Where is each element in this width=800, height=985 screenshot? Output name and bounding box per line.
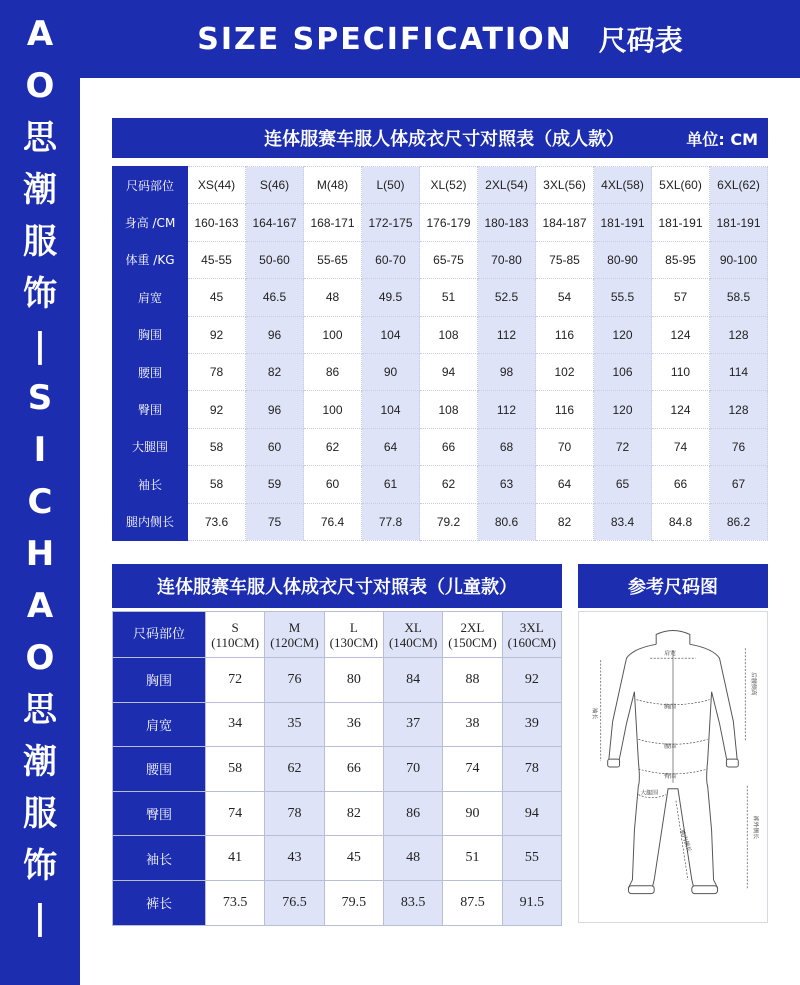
adult-table-unit: 单位: CM [686, 129, 758, 149]
brand-char: S [27, 378, 53, 418]
racing-suit-diagram [579, 612, 767, 922]
size-height: (110CM) [211, 634, 260, 650]
table-cell: 108 [420, 316, 478, 353]
size-header-cell [206, 612, 265, 658]
table-cell: 181-191 [594, 204, 652, 241]
row-label: 大腿围 [113, 428, 188, 465]
table-cell: 76.4 [304, 503, 362, 540]
table-cell: XL(52) [420, 167, 478, 204]
kids-table-header [112, 564, 562, 608]
table-cell: 78 [502, 747, 561, 792]
table-cell: 92 [188, 316, 246, 353]
row-label: 体重 /KG [113, 241, 188, 278]
table-cell: 66 [420, 428, 478, 465]
table-cell: 124 [652, 391, 710, 428]
table-cell: 58.5 [710, 279, 768, 316]
brand-char: 潮 [23, 170, 57, 210]
table-cell: 79.2 [420, 503, 478, 540]
table-cell: 82 [536, 503, 594, 540]
reference-header [578, 564, 768, 608]
table-cell: 43 [265, 836, 324, 881]
row-label: 胸围 [113, 316, 188, 353]
table-cell: 180-183 [478, 204, 536, 241]
brand-char: 思 [23, 690, 57, 730]
table-row [113, 503, 768, 540]
table-cell: 5XL(60) [652, 167, 710, 204]
table-cell: 80 [324, 658, 383, 703]
size-header-cell [265, 612, 324, 658]
table-cell: 48 [304, 279, 362, 316]
kids-size-table [112, 611, 562, 926]
banner-title-en: SIZE SPECIFICATION [197, 21, 573, 57]
ref-label-outseam: 裤外侧长 [752, 815, 760, 840]
table-cell: 181-191 [710, 204, 768, 241]
table-cell: 91.5 [502, 880, 561, 925]
table-cell: 54 [536, 279, 594, 316]
table-cell: 36 [324, 702, 383, 747]
table-cell: 50-60 [246, 241, 304, 278]
table-cell: 85-95 [652, 241, 710, 278]
table-cell: 65-75 [420, 241, 478, 278]
size-header-cell [383, 612, 442, 658]
brand-char: | [33, 326, 47, 366]
table-cell: 79.5 [324, 880, 383, 925]
table-cell: 59 [246, 466, 304, 503]
table-cell: 80.6 [478, 503, 536, 540]
size-height: (120CM) [270, 634, 319, 650]
table-cell: 181-191 [652, 204, 710, 241]
brand-char: 饰 [23, 846, 57, 886]
row-label: 肩宽 [113, 279, 188, 316]
size-name: 3XL [519, 619, 544, 635]
brand-char: 饰 [23, 274, 57, 314]
row-label: 腰围 [113, 353, 188, 390]
table-cell: 64 [362, 428, 420, 465]
table-cell: 70-80 [478, 241, 536, 278]
table-cell: XS(44) [188, 167, 246, 204]
table-cell: 66 [652, 466, 710, 503]
table-cell: 52.5 [478, 279, 536, 316]
table-cell: 76.5 [265, 880, 324, 925]
kids-table-title: 连体服赛车服人体成衣尺寸对照表（儿童款） [157, 577, 517, 598]
table-cell: 110 [652, 353, 710, 390]
table-cell: 90 [362, 353, 420, 390]
ref-label-chest: 胸围 [664, 703, 676, 711]
table-row [113, 167, 768, 204]
table-cell: 80-90 [594, 241, 652, 278]
table-cell: 38 [443, 702, 502, 747]
table-cell: 3XL(56) [536, 167, 594, 204]
brand-char: 服 [23, 222, 57, 262]
table-cell: 45 [188, 279, 246, 316]
brand-char: 潮 [23, 742, 57, 782]
table-row [113, 279, 768, 316]
table-cell: 94 [502, 791, 561, 836]
size-name: 2XL [460, 619, 485, 635]
ref-label-waist: 腰围 [664, 743, 676, 751]
table-cell: 39 [502, 702, 561, 747]
table-cell: 58 [206, 747, 265, 792]
table-cell: 75-85 [536, 241, 594, 278]
table-cell: 74 [206, 791, 265, 836]
table-cell: 45-55 [188, 241, 246, 278]
table-cell: 58 [188, 466, 246, 503]
table-cell: 70 [536, 428, 594, 465]
row-label: 臀围 [113, 391, 188, 428]
brand-char: H [25, 534, 55, 574]
table-cell: 66 [324, 747, 383, 792]
table-cell: 90 [443, 791, 502, 836]
table-cell: 70 [383, 747, 442, 792]
table-cell: 82 [246, 353, 304, 390]
table-row [113, 836, 562, 881]
table-cell: 4XL(58) [594, 167, 652, 204]
table-cell: 86 [304, 353, 362, 390]
table-cell: 35 [265, 702, 324, 747]
table-cell: 51 [443, 836, 502, 881]
table-cell: 124 [652, 316, 710, 353]
row-label: 肩宽 [113, 702, 206, 747]
table-cell: 61 [362, 466, 420, 503]
brand-char: O [25, 66, 55, 106]
table-cell: 98 [478, 353, 536, 390]
size-name: S [231, 619, 239, 635]
table-cell: 114 [710, 353, 768, 390]
table-cell: 168-171 [304, 204, 362, 241]
table-row [113, 791, 562, 836]
ref-label-hip: 臀围 [664, 772, 676, 780]
size-height: (130CM) [329, 634, 379, 650]
table-cell: 83.4 [594, 503, 652, 540]
table-cell: 100 [304, 316, 362, 353]
table-cell: 78 [265, 791, 324, 836]
row-label: 腰围 [113, 747, 206, 792]
size-header-cell [502, 612, 561, 658]
table-cell: 72 [206, 658, 265, 703]
table-cell: 73.6 [188, 503, 246, 540]
adult-size-table [112, 166, 768, 541]
ref-label-sleeve: 袖长 [590, 707, 598, 720]
table-cell: 112 [478, 391, 536, 428]
table-cell: 49.5 [362, 279, 420, 316]
brand-char: C [27, 482, 53, 522]
row-label: 裤长 [113, 880, 206, 925]
table-cell: 64 [536, 466, 594, 503]
table-cell: 172-175 [362, 204, 420, 241]
table-cell: 57 [652, 279, 710, 316]
table-cell: 116 [536, 391, 594, 428]
table-cell: 84 [383, 658, 442, 703]
table-cell: 87.5 [443, 880, 502, 925]
table-cell: 74 [443, 747, 502, 792]
table-cell: L(50) [362, 167, 420, 204]
table-cell: 88 [443, 658, 502, 703]
brand-char: A [26, 586, 54, 626]
ref-label-shoulder: 肩宽 [664, 650, 676, 658]
ref-label-back-length: 后腰侧高 [750, 672, 758, 696]
table-row [113, 702, 562, 747]
row-label: 胸围 [113, 658, 206, 703]
brand-side-strip [0, 0, 80, 985]
row-label: 臀围 [113, 791, 206, 836]
table-row [113, 428, 768, 465]
table-cell: 72 [594, 428, 652, 465]
table-cell: 60 [246, 428, 304, 465]
table-cell: 102 [536, 353, 594, 390]
row-label: 腿内侧长 [113, 503, 188, 540]
table-cell: 55-65 [304, 241, 362, 278]
table-cell: 90-100 [710, 241, 768, 278]
size-name: M [288, 619, 301, 635]
size-height: (140CM) [388, 634, 438, 650]
table-cell: 55 [502, 836, 561, 881]
table-cell: 55.5 [594, 279, 652, 316]
table-cell: M(48) [304, 167, 362, 204]
table-cell: 68 [478, 428, 536, 465]
table-cell: 184-187 [536, 204, 594, 241]
table-cell: 63 [478, 466, 536, 503]
adult-table-header [112, 118, 768, 158]
row-label: 尺码部位 [113, 167, 188, 204]
table-cell: 82 [324, 791, 383, 836]
size-height: (150CM) [448, 634, 497, 650]
table-cell: 104 [362, 391, 420, 428]
table-cell: 92 [188, 391, 246, 428]
table-cell: 84.8 [652, 503, 710, 540]
table-header-row [113, 612, 562, 658]
table-cell: 120 [594, 316, 652, 353]
table-cell: 67 [710, 466, 768, 503]
size-name: XL [404, 619, 422, 635]
table-cell: 160-163 [188, 204, 246, 241]
table-cell: 62 [420, 466, 478, 503]
brand-char: 服 [23, 794, 57, 834]
table-cell: 96 [246, 316, 304, 353]
top-banner [80, 0, 800, 78]
table-cell: 65 [594, 466, 652, 503]
table-cell: 116 [536, 316, 594, 353]
table-cell: 45 [324, 836, 383, 881]
table-cell: 86.2 [710, 503, 768, 540]
table-cell: 62 [304, 428, 362, 465]
size-height: (160CM) [507, 634, 557, 650]
table-cell: 92 [502, 658, 561, 703]
table-cell: 41 [206, 836, 265, 881]
table-cell: 2XL(54) [478, 167, 536, 204]
ref-label-inseam: 裤内侧长 [678, 828, 693, 854]
table-cell: 128 [710, 316, 768, 353]
table-cell: 34 [206, 702, 265, 747]
table-cell: 77.8 [362, 503, 420, 540]
brand-char: A [26, 14, 54, 54]
table-cell: 60-70 [362, 241, 420, 278]
table-row [113, 241, 768, 278]
table-cell: 74 [652, 428, 710, 465]
row-label: 袖长 [113, 466, 188, 503]
table-cell: 58 [188, 428, 246, 465]
table-cell: 62 [265, 747, 324, 792]
table-cell: 48 [383, 836, 442, 881]
table-cell: 83.5 [383, 880, 442, 925]
table-cell: 51 [420, 279, 478, 316]
table-cell: 104 [362, 316, 420, 353]
table-cell: 73.5 [206, 880, 265, 925]
table-cell: 128 [710, 391, 768, 428]
banner-title-cn: 尺码表 [598, 24, 683, 57]
table-cell: 76 [710, 428, 768, 465]
table-cell: 6XL(62) [710, 167, 768, 204]
brand-char: 思 [23, 118, 57, 158]
brand-char: O [25, 638, 55, 678]
row-label: 袖长 [113, 836, 206, 881]
row-label: 身高 /CM [113, 204, 188, 241]
table-row [113, 747, 562, 792]
table-cell: 78 [188, 353, 246, 390]
table-cell: 112 [478, 316, 536, 353]
brand-char: I [33, 430, 47, 470]
table-cell: 60 [304, 466, 362, 503]
table-cell: 96 [246, 391, 304, 428]
table-cell: 120 [594, 391, 652, 428]
ref-label-thigh: 大腿围 [640, 789, 659, 797]
size-name: L [349, 619, 358, 635]
row-label: 尺码部位 [113, 612, 206, 658]
table-cell: 86 [383, 791, 442, 836]
table-cell: 106 [594, 353, 652, 390]
table-cell: 76 [265, 658, 324, 703]
table-cell: 100 [304, 391, 362, 428]
table-row [113, 353, 768, 390]
table-cell: 46.5 [246, 279, 304, 316]
adult-table-title: 连体服赛车服人体成衣尺寸对照表（成人款） [264, 129, 625, 150]
table-row [113, 204, 768, 241]
reference-title: 参考尺码图 [628, 577, 718, 598]
brand-char: | [33, 898, 47, 938]
table-row [113, 658, 562, 703]
table-cell: 108 [420, 391, 478, 428]
size-header-cell [324, 612, 383, 658]
table-row [113, 391, 768, 428]
table-cell: 94 [420, 353, 478, 390]
size-header-cell [443, 612, 502, 658]
table-row [113, 880, 562, 925]
table-cell: 176-179 [420, 204, 478, 241]
table-cell: 75 [246, 503, 304, 540]
reference-figure [578, 611, 768, 923]
table-row [113, 466, 768, 503]
table-cell: 164-167 [246, 204, 304, 241]
table-cell: 37 [383, 702, 442, 747]
table-cell: S(46) [246, 167, 304, 204]
table-row [113, 316, 768, 353]
